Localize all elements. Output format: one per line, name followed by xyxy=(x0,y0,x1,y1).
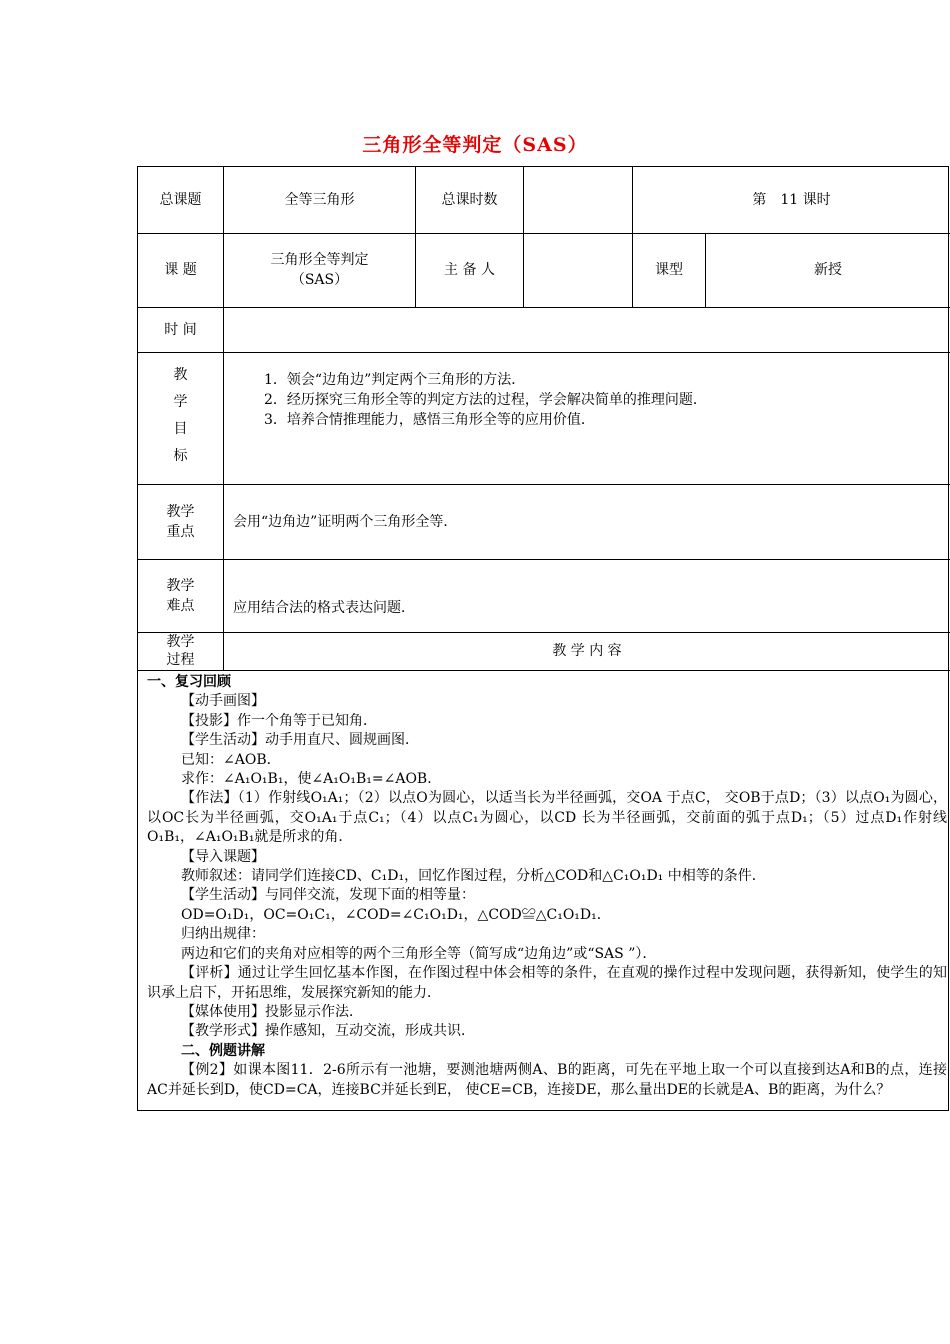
label-time: 时 间 xyxy=(164,321,197,338)
teaching-content-body xyxy=(147,673,947,1100)
goal-item: 1．领会“边角边”判定两个三角形的方法． xyxy=(264,372,526,388)
label-teaching-process xyxy=(138,632,223,670)
total-topic-value: 全等三角形 xyxy=(284,192,355,208)
paragraph: 两边和它们的夹角对应相等的两个三角形全等（简写成“边角边”或“SAS ”）． xyxy=(181,945,657,962)
paragraph: 【例2】如课本图11．2-6所示有一池塘，要测池塘两侧A、B的距离，可先在平地上取一个可以直接到达A和B的点，连接AC并延长到D，使CD=CA，连接BC并延长到E， 使CE=CB，连接DE，那么量出DE的长就是A、B的距离，为什么？ xyxy=(147,1062,947,1098)
goals-label-char: 目 xyxy=(173,421,188,437)
teaching-content-header: 教 学 内 容 xyxy=(552,643,622,659)
difficulty-label-line: 教学 xyxy=(166,577,195,594)
teaching-difficulty-text: 应用结合法的格式表达问题． xyxy=(233,600,415,616)
label-teaching-goals xyxy=(138,362,223,474)
preparer-value xyxy=(524,233,632,307)
goals-label-char: 教 xyxy=(173,367,188,383)
lesson-topic-value xyxy=(224,233,415,307)
section-heading-review: 一、复习回顾 xyxy=(147,674,231,690)
paragraph: 【学生活动】动手用直尺、圆规画图． xyxy=(181,732,419,749)
paragraph: OD=O₁D₁，OC=O₁C₁，∠COD=∠C₁O₁D₁，△COD≌△C₁O₁D₁． xyxy=(181,906,611,923)
paragraph: 【投影】作一个角等于已知角． xyxy=(181,712,377,729)
focus-label-line: 教学 xyxy=(166,503,195,520)
paragraph: 教师叙述：请同学们连接CD、C₁D₁，回忆作图过程，分析△COD和△C₁O₁D₁ 中相等的条件． xyxy=(181,868,766,885)
time-value xyxy=(224,307,950,352)
process-label-line: 教学 xyxy=(166,634,195,650)
section-heading-examples: 二、例题讲解 xyxy=(181,1042,265,1059)
lesson-topic-line2: （SAS） xyxy=(290,272,349,288)
teaching-focus-text: 会用“边角边”证明两个三角形全等． xyxy=(233,513,458,530)
paragraph: 归纳出规律： xyxy=(181,926,265,943)
paragraph: 已知：∠AOB． xyxy=(181,751,281,768)
paragraph: 【评析】通过让学生回忆基本作图，在作图过程中体会相等的条件，在直观的操作过程中发现问题，获得新知，使学生的知识承上启下，开拓思维，发展探究新知的能力． xyxy=(147,965,947,1001)
lesson-topic-line1: 三角形全等判定 xyxy=(270,252,369,268)
goals-label-char: 标 xyxy=(173,448,188,464)
paragraph: 【导入课题】 xyxy=(181,848,265,865)
goal-item: 2．经历探究三角形全等的判定方法的过程，学会解决简单的推理问题． xyxy=(264,392,707,408)
lesson-number: 第 11 课时 xyxy=(752,192,831,208)
paragraph: 【媒体使用】投影显示作法． xyxy=(181,1003,363,1020)
label-total-topic: 总课题 xyxy=(159,192,202,208)
label-teaching-difficulty xyxy=(138,559,223,632)
label-lesson-topic: 课 题 xyxy=(164,262,197,278)
label-lesson-type: 课型 xyxy=(655,262,683,278)
label-teaching-focus xyxy=(138,484,223,559)
paragraph: 【教学形式】操作感知，互动交流，形成共识． xyxy=(181,1023,475,1040)
process-label-line: 过程 xyxy=(166,652,195,668)
document-title: 三角形全等判定（SAS） xyxy=(362,134,588,156)
label-preparer: 主 备 人 xyxy=(444,262,495,278)
paragraph: 【作法】（1）作射线O₁A₁；（2）以点O为圆心，以适当长为半径画弧，交OA 于点C， 交OB于点D；（3）以点O₁为圆心，以OC长为半径画弧，交O₁A₁于点C₁；（4）以点C₁为圆心，以CD 长为半径画弧，交前面的弧于点D₁；（5）过点D₁作射线O₁B₁，∠A₁O₁B₁就是所求的角． xyxy=(147,790,947,846)
goal-item: 3．培养合情推理能力，感悟三角形全等的应用价值． xyxy=(264,412,595,428)
total-hours-value xyxy=(524,167,632,233)
paragraph: 【动手画图】 xyxy=(181,693,265,710)
label-total-hours: 总课时数 xyxy=(441,192,498,208)
goals-label-char: 学 xyxy=(173,394,188,410)
paragraph: 【学生活动】与同伴交流，发现下面的相等量： xyxy=(181,887,475,904)
focus-label-line: 重点 xyxy=(166,523,195,540)
difficulty-label-line: 难点 xyxy=(166,597,195,614)
lesson-type-value: 新授 xyxy=(814,262,842,278)
paragraph: 求作：∠A₁O₁B₁，使∠A₁O₁B₁=∠AOB． xyxy=(181,771,442,788)
teaching-goals-list xyxy=(264,370,924,430)
